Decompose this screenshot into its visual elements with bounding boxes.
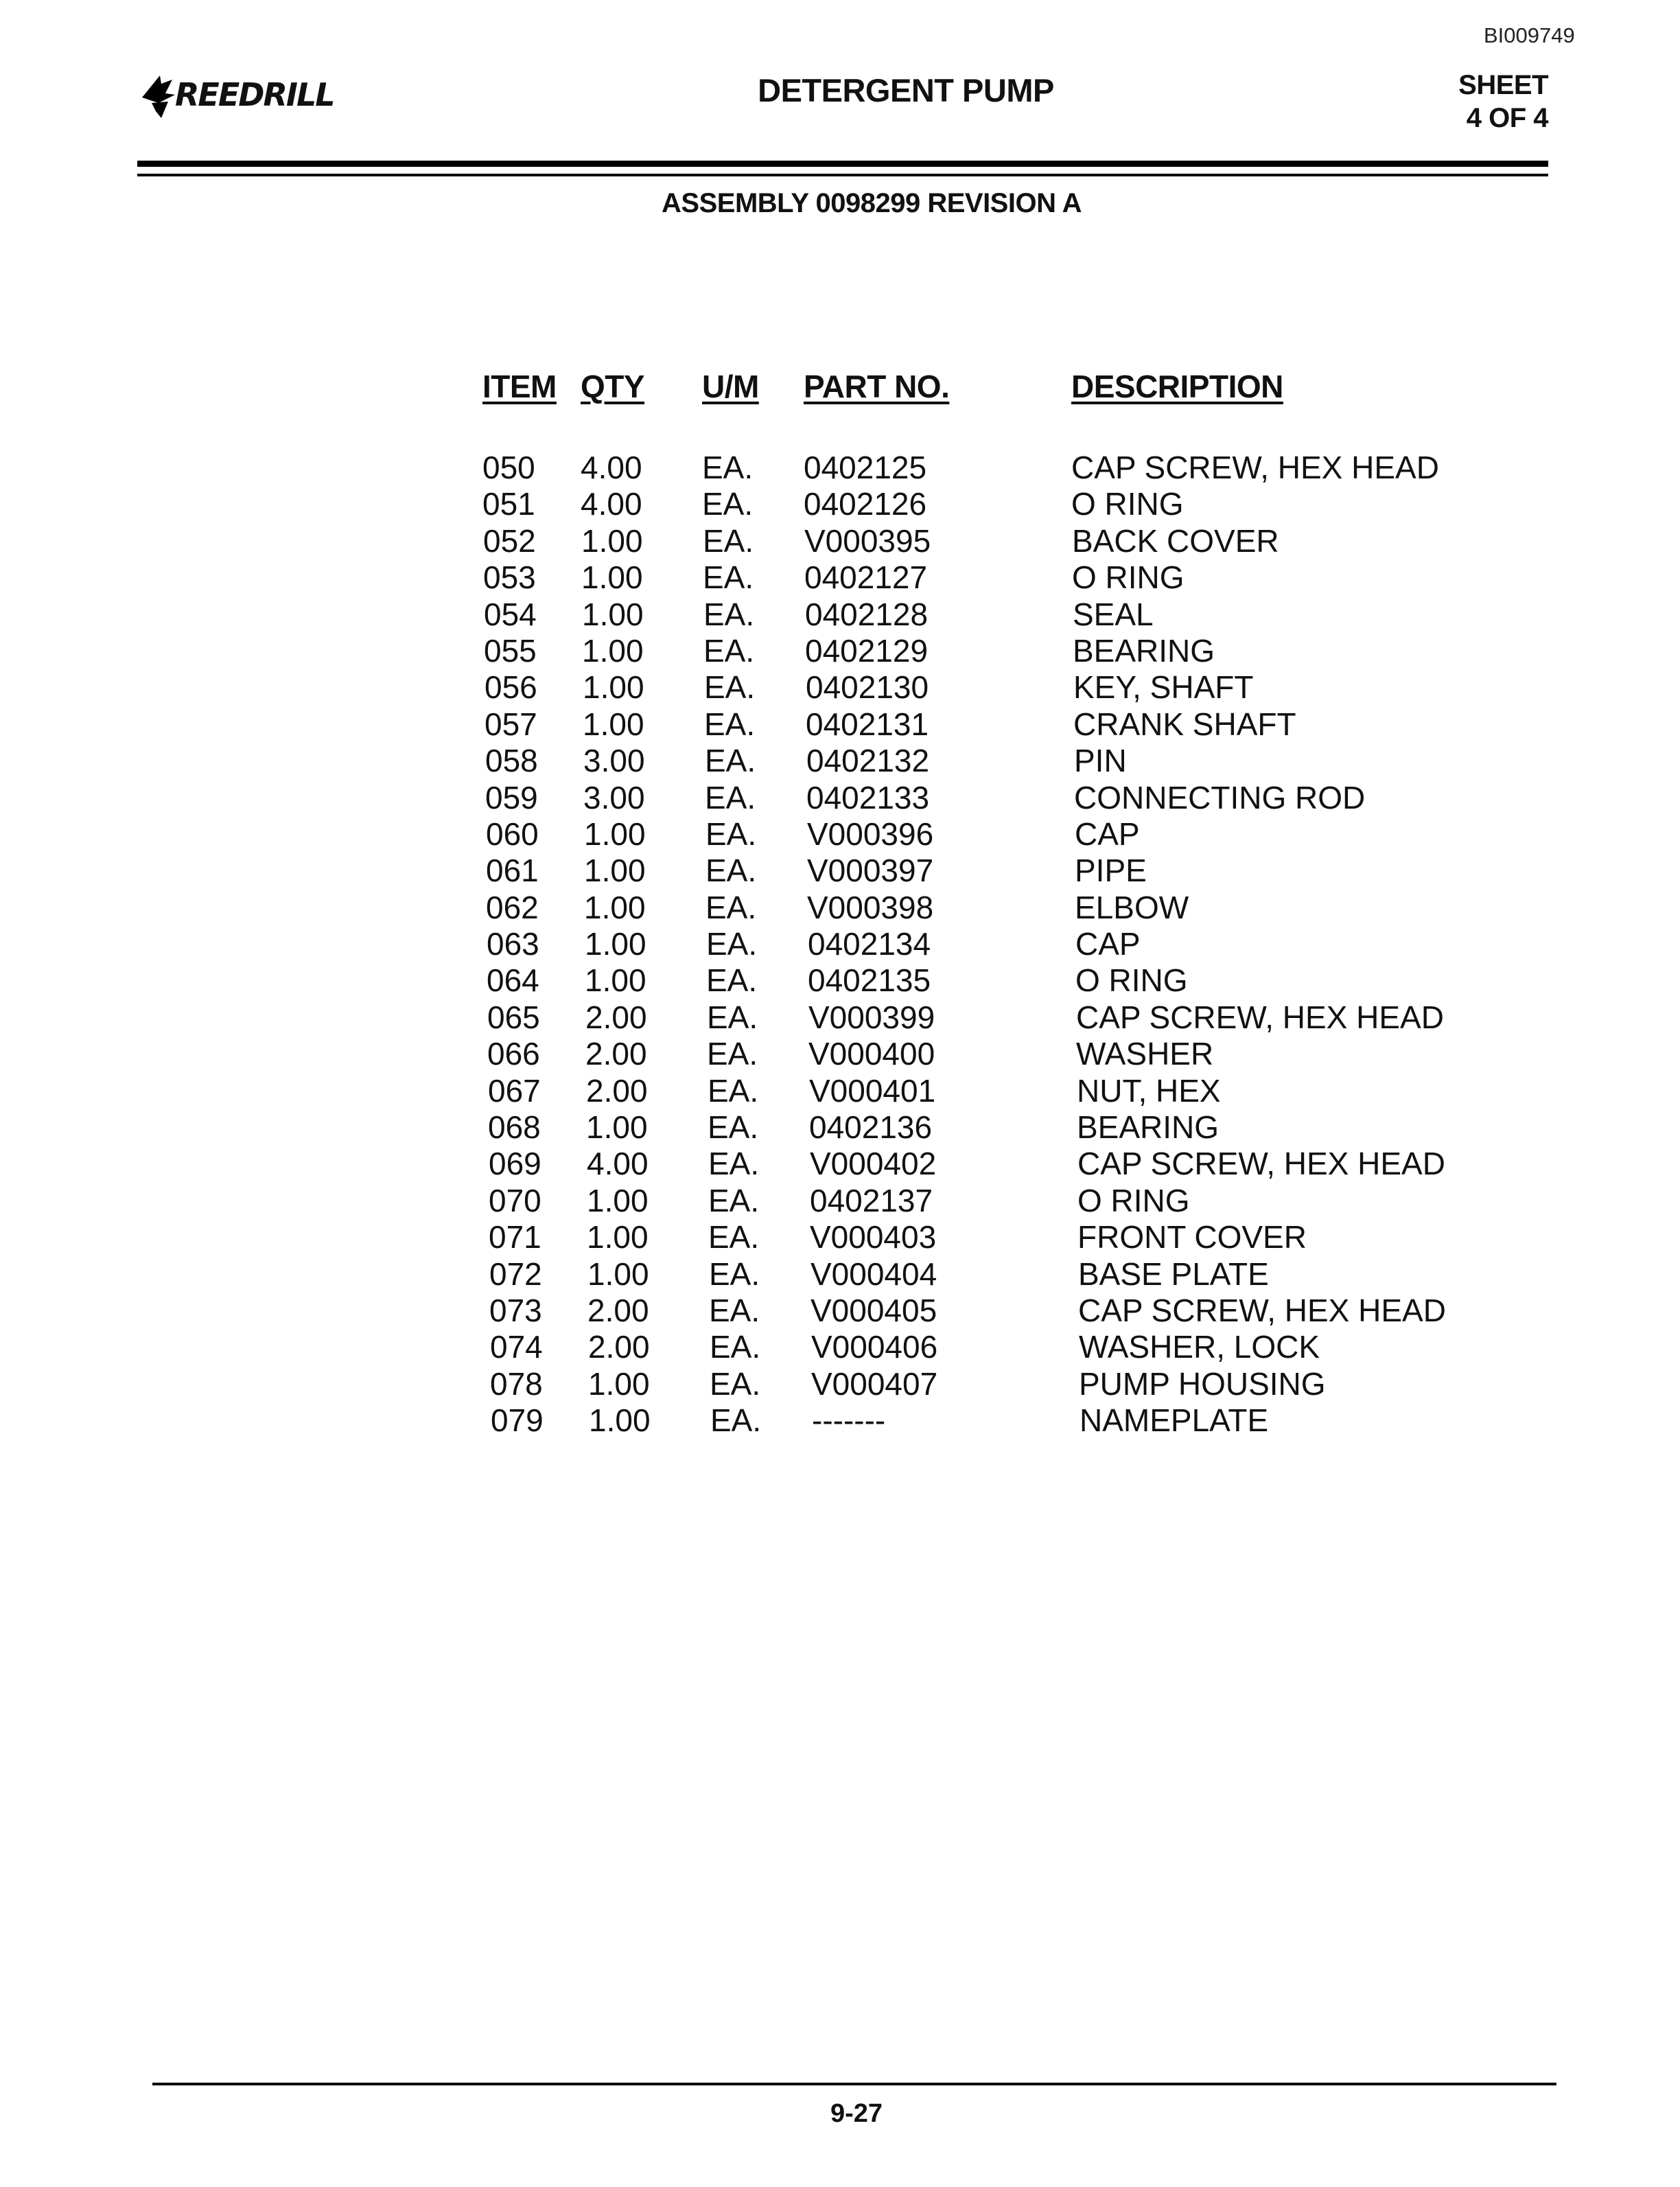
- quantity: 1.00: [586, 1109, 648, 1146]
- part-number: V000398: [807, 889, 934, 925]
- part-number: 0402135: [808, 962, 931, 999]
- part-number: 0402125: [804, 450, 927, 485]
- description: CAP: [1075, 815, 1140, 852]
- unit-of-measure: EA.: [705, 743, 756, 779]
- unit-of-measure: EA.: [703, 632, 755, 669]
- item-number: 055: [484, 632, 537, 669]
- description: CAP SCREW, HEX HEAD: [1076, 999, 1444, 1035]
- item-number: 062: [486, 889, 539, 925]
- description: FRONT COVER: [1077, 1219, 1307, 1256]
- unit-of-measure: EA.: [702, 450, 754, 485]
- part-number: V000404: [810, 1256, 937, 1292]
- header-rule-thick: [137, 161, 1548, 167]
- logo-text: REEDRILL: [175, 76, 334, 113]
- unit-of-measure: EA.: [705, 889, 757, 925]
- quantity: 1.00: [584, 889, 646, 925]
- part-number: 0402131: [806, 706, 929, 742]
- quantity: 1.00: [582, 596, 644, 632]
- unit-of-measure: EA.: [708, 1182, 760, 1218]
- description: BEARING: [1073, 632, 1215, 669]
- part-number: V000397: [807, 853, 934, 889]
- description: BACK COVER: [1072, 522, 1279, 559]
- unit-of-measure: EA.: [704, 669, 756, 706]
- quantity: 1.00: [581, 522, 643, 559]
- item-number: 052: [483, 522, 536, 559]
- description: CAP: [1075, 926, 1141, 962]
- quantity: 3.00: [583, 779, 645, 815]
- quantity: 1.00: [583, 669, 644, 706]
- column-header-qty: QTY: [581, 369, 645, 404]
- item-number: 063: [487, 926, 539, 962]
- description: O RING: [1075, 962, 1188, 999]
- part-number: 0402132: [806, 743, 930, 779]
- unit-of-measure: EA.: [708, 1072, 759, 1109]
- item-number: 064: [487, 962, 539, 999]
- quantity: 1.00: [585, 926, 646, 962]
- column-header-description: DESCRIPTION: [1071, 369, 1283, 404]
- description: O RING: [1072, 559, 1185, 596]
- description: CAP SCREW, HEX HEAD: [1071, 450, 1439, 485]
- unit-of-measure: EA.: [706, 962, 758, 999]
- header-rule-thin: [137, 174, 1548, 176]
- unit-of-measure: EA.: [706, 926, 758, 962]
- item-number: 056: [485, 669, 537, 706]
- quantity: 2.00: [585, 1036, 647, 1072]
- sheet-number: 4 OF 4: [1466, 103, 1548, 133]
- item-number: 066: [487, 1036, 540, 1072]
- item-number: 070: [489, 1182, 541, 1218]
- description: O RING: [1077, 1182, 1190, 1218]
- part-number: V000401: [809, 1072, 936, 1109]
- quantity: 1.00: [581, 559, 643, 596]
- part-number: 0402126: [804, 486, 927, 522]
- description: NUT, HEX: [1077, 1072, 1221, 1109]
- page-number: 9-27: [830, 2099, 883, 2128]
- part-number: V000403: [810, 1219, 937, 1256]
- item-number: 059: [485, 779, 538, 815]
- unit-of-measure: EA.: [703, 522, 754, 559]
- description: BASE PLATE: [1078, 1256, 1269, 1292]
- quantity: 4.00: [581, 486, 642, 522]
- part-number: V000400: [808, 1036, 935, 1072]
- quantity: 1.00: [583, 706, 644, 742]
- description: PUMP HOUSING: [1079, 1365, 1326, 1402]
- quantity: 1.00: [585, 962, 646, 999]
- unit-of-measure: EA.: [707, 1036, 758, 1072]
- item-number: 065: [487, 999, 540, 1035]
- quantity: 1.00: [584, 853, 646, 889]
- unit-of-measure: EA.: [709, 1292, 760, 1328]
- part-number: V000405: [810, 1292, 937, 1328]
- part-number: V000395: [804, 522, 931, 559]
- document-id: BI009749: [1484, 23, 1575, 47]
- item-number: 073: [489, 1292, 542, 1328]
- unit-of-measure: EA.: [710, 1365, 761, 1402]
- item-number: 069: [489, 1146, 541, 1182]
- quantity: 1.00: [588, 1365, 650, 1402]
- description: CONNECTING ROD: [1074, 779, 1366, 815]
- quantity: 1.00: [587, 1256, 649, 1292]
- item-number: 053: [483, 559, 536, 596]
- part-number: 0402136: [809, 1109, 933, 1146]
- sheet-label: SHEET: [1458, 70, 1548, 100]
- quantity: 4.00: [587, 1146, 649, 1182]
- description: CAP SCREW, HEX HEAD: [1077, 1146, 1445, 1182]
- item-number: 074: [490, 1329, 543, 1365]
- description: KEY, SHAFT: [1073, 669, 1254, 706]
- column-header-item: ITEM: [482, 369, 557, 404]
- unit-of-measure: EA.: [707, 999, 758, 1035]
- description: SEAL: [1073, 596, 1154, 632]
- quantity: 2.00: [585, 999, 647, 1035]
- item-number: 050: [482, 450, 535, 485]
- item-number: 071: [489, 1219, 541, 1256]
- description: CAP SCREW, HEX HEAD: [1078, 1292, 1446, 1328]
- unit-of-measure: EA.: [705, 853, 757, 889]
- unit-of-measure: EA.: [705, 815, 757, 852]
- quantity: 1.00: [582, 632, 644, 669]
- item-number: 068: [488, 1109, 541, 1146]
- part-number: V000399: [808, 999, 935, 1035]
- unit-of-measure: EA.: [709, 1256, 760, 1292]
- description: CRANK SHAFT: [1073, 706, 1296, 742]
- unit-of-measure: EA.: [708, 1219, 760, 1256]
- item-number: 060: [486, 815, 539, 852]
- unit-of-measure: EA.: [705, 779, 756, 815]
- unit-of-measure: EA.: [710, 1402, 762, 1439]
- unit-of-measure: EA.: [704, 706, 756, 742]
- item-number: 058: [485, 743, 538, 779]
- part-number: V000407: [811, 1365, 938, 1402]
- unit-of-measure: EA.: [708, 1146, 760, 1182]
- unit-of-measure: EA.: [702, 486, 754, 522]
- item-number: 072: [489, 1256, 542, 1292]
- part-number: 0402128: [805, 596, 929, 632]
- item-number: 061: [486, 853, 539, 889]
- assembly-heading: ASSEMBLY 0098299 REVISION A: [662, 188, 1082, 218]
- quantity: 2.00: [588, 1329, 650, 1365]
- unit-of-measure: EA.: [708, 1109, 759, 1146]
- quantity: 1.00: [587, 1219, 649, 1256]
- footer-rule: [152, 2083, 1556, 2085]
- description: PIN: [1074, 743, 1127, 779]
- quantity: 2.00: [587, 1292, 649, 1328]
- description: ELBOW: [1075, 889, 1189, 925]
- sheet-indicator: [1458, 69, 1548, 135]
- quantity: 4.00: [581, 450, 642, 485]
- column-header-um: U/M: [702, 369, 759, 404]
- item-number: 079: [491, 1402, 544, 1439]
- part-number: 0402127: [804, 559, 928, 596]
- item-number: 054: [484, 596, 537, 632]
- quantity: 3.00: [583, 743, 645, 779]
- quantity: 1.00: [589, 1402, 651, 1439]
- part-number: -------: [812, 1402, 886, 1439]
- quantity: 1.00: [584, 815, 646, 852]
- part-number: V000396: [807, 815, 934, 852]
- unit-of-measure: EA.: [710, 1329, 761, 1365]
- quantity: 2.00: [586, 1072, 648, 1109]
- part-number: V000406: [811, 1329, 938, 1365]
- quantity: 1.00: [587, 1182, 649, 1218]
- unit-of-measure: EA.: [703, 596, 755, 632]
- part-number: 0402129: [805, 632, 929, 669]
- part-number: 0402134: [808, 926, 931, 962]
- part-number: V000402: [810, 1146, 937, 1182]
- description: O RING: [1071, 486, 1184, 522]
- description: NAMEPLATE: [1080, 1402, 1269, 1439]
- part-number: 0402130: [806, 669, 929, 706]
- item-number: 067: [488, 1072, 541, 1109]
- unit-of-measure: EA.: [703, 559, 754, 596]
- part-number: 0402137: [810, 1182, 933, 1218]
- page-title: DETERGENT PUMP: [758, 72, 1054, 108]
- item-number: 051: [482, 486, 535, 522]
- description: PIPE: [1075, 853, 1147, 889]
- item-number: 057: [485, 706, 537, 742]
- column-header-part-no: PART NO.: [804, 369, 950, 404]
- description: WASHER: [1076, 1036, 1214, 1072]
- description: WASHER, LOCK: [1079, 1329, 1320, 1365]
- item-number: 078: [490, 1365, 543, 1402]
- part-number: 0402133: [806, 779, 930, 815]
- description: BEARING: [1077, 1109, 1220, 1146]
